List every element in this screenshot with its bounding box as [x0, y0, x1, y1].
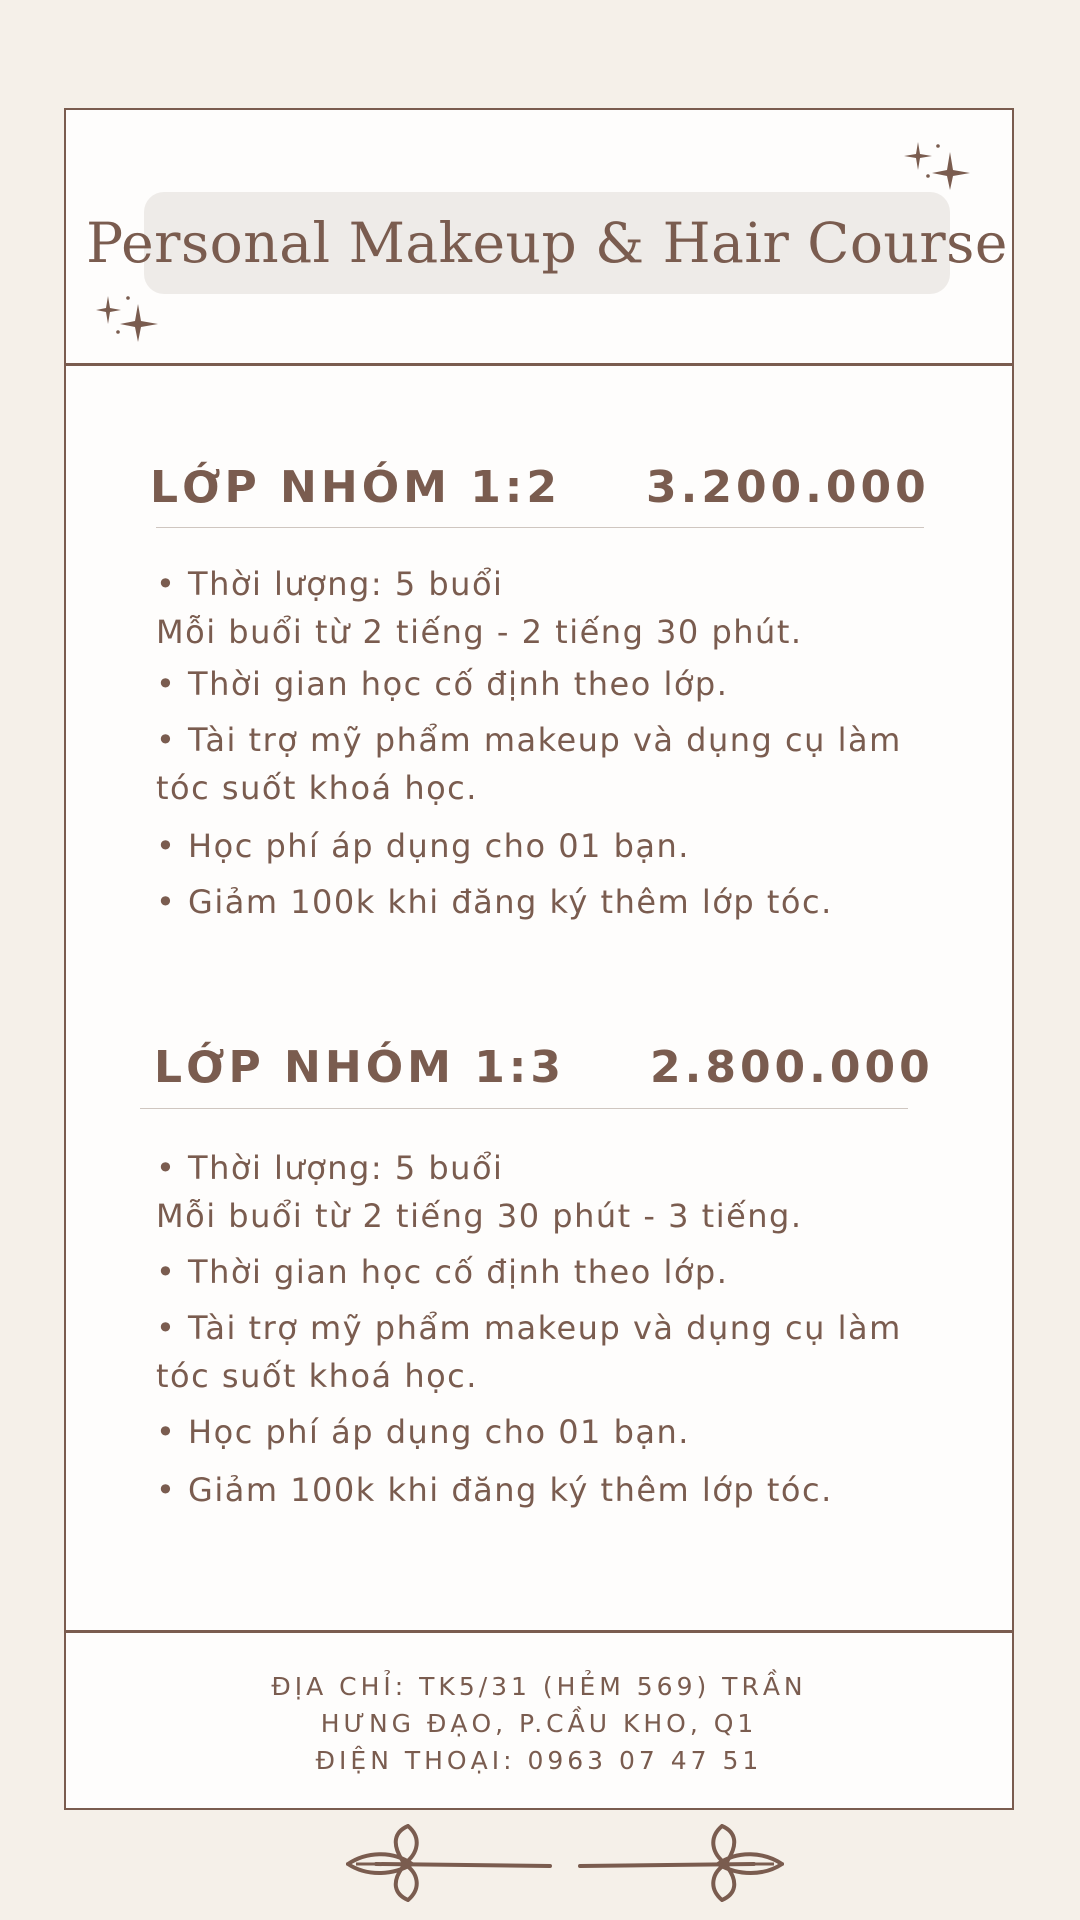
section-details-1-3	[156, 1144, 986, 1514]
title-banner	[86, 192, 1008, 294]
leaf-branch-icon	[578, 1824, 784, 1902]
detail-line: • Thời lượng: 5 buổi	[156, 1149, 504, 1187]
section-price: 2.800.000	[650, 1042, 934, 1093]
detail-line: tóc suốt khoá học.	[156, 769, 478, 807]
section-title-1-2	[150, 462, 561, 513]
section-price-1-2	[646, 462, 930, 513]
detail-line: Mỗi buổi từ 2 tiếng 30 phút - 3 tiếng.	[156, 1197, 803, 1235]
section-price: 3.200.000	[646, 462, 930, 513]
detail-line: • Thời gian học cố định theo lớp.	[156, 665, 729, 703]
course-card	[64, 108, 1014, 1810]
section-name: LỚP NHÓM 1:2	[150, 462, 562, 513]
address-line: ĐỊA CHỈ: TK5/31 (HẺM 569) TRẦN	[271, 1672, 807, 1701]
section-rule	[156, 527, 924, 528]
section-rule	[140, 1108, 908, 1109]
section-price-1-3	[650, 1042, 934, 1093]
detail-line: • Tài trợ mỹ phẩm makeup và dụng cụ làm	[156, 721, 902, 759]
footer-divider	[66, 1630, 1012, 1633]
section-title-1-3	[154, 1042, 565, 1093]
detail-line: • Học phí áp dụng cho 01 bạn.	[156, 1413, 690, 1451]
page-title: Personal Makeup & Hair Course	[86, 211, 1008, 275]
section-name: LỚP NHÓM 1:3	[154, 1042, 566, 1093]
leaf-branch-icon	[346, 1824, 552, 1902]
detail-line: tóc suốt khoá học.	[156, 1357, 478, 1395]
address-line: HƯNG ĐẠO, P.CẦU KHO, Q1	[320, 1709, 758, 1738]
phone-number: ĐIỆN THOẠI: 0963 07 47 51	[315, 1746, 763, 1775]
contact-info	[66, 1668, 1012, 1779]
detail-line: • Học phí áp dụng cho 01 bạn.	[156, 827, 690, 865]
detail-line: • Tài trợ mỹ phẩm makeup và dụng cụ làm	[156, 1309, 902, 1347]
sparkle-icon	[904, 140, 970, 190]
sparkle-icon	[96, 292, 160, 342]
section-details-1-2	[156, 560, 986, 926]
detail-line: • Thời lượng: 5 buổi	[156, 565, 504, 603]
detail-line: • Thời gian học cố định theo lớp.	[156, 1253, 729, 1291]
detail-line: Mỗi buổi từ 2 tiếng - 2 tiếng 30 phút.	[156, 613, 803, 651]
detail-line: • Giảm 100k khi đăng ký thêm lớp tóc.	[156, 883, 833, 921]
detail-line: • Giảm 100k khi đăng ký thêm lớp tóc.	[156, 1471, 833, 1509]
header-divider	[66, 363, 1012, 366]
